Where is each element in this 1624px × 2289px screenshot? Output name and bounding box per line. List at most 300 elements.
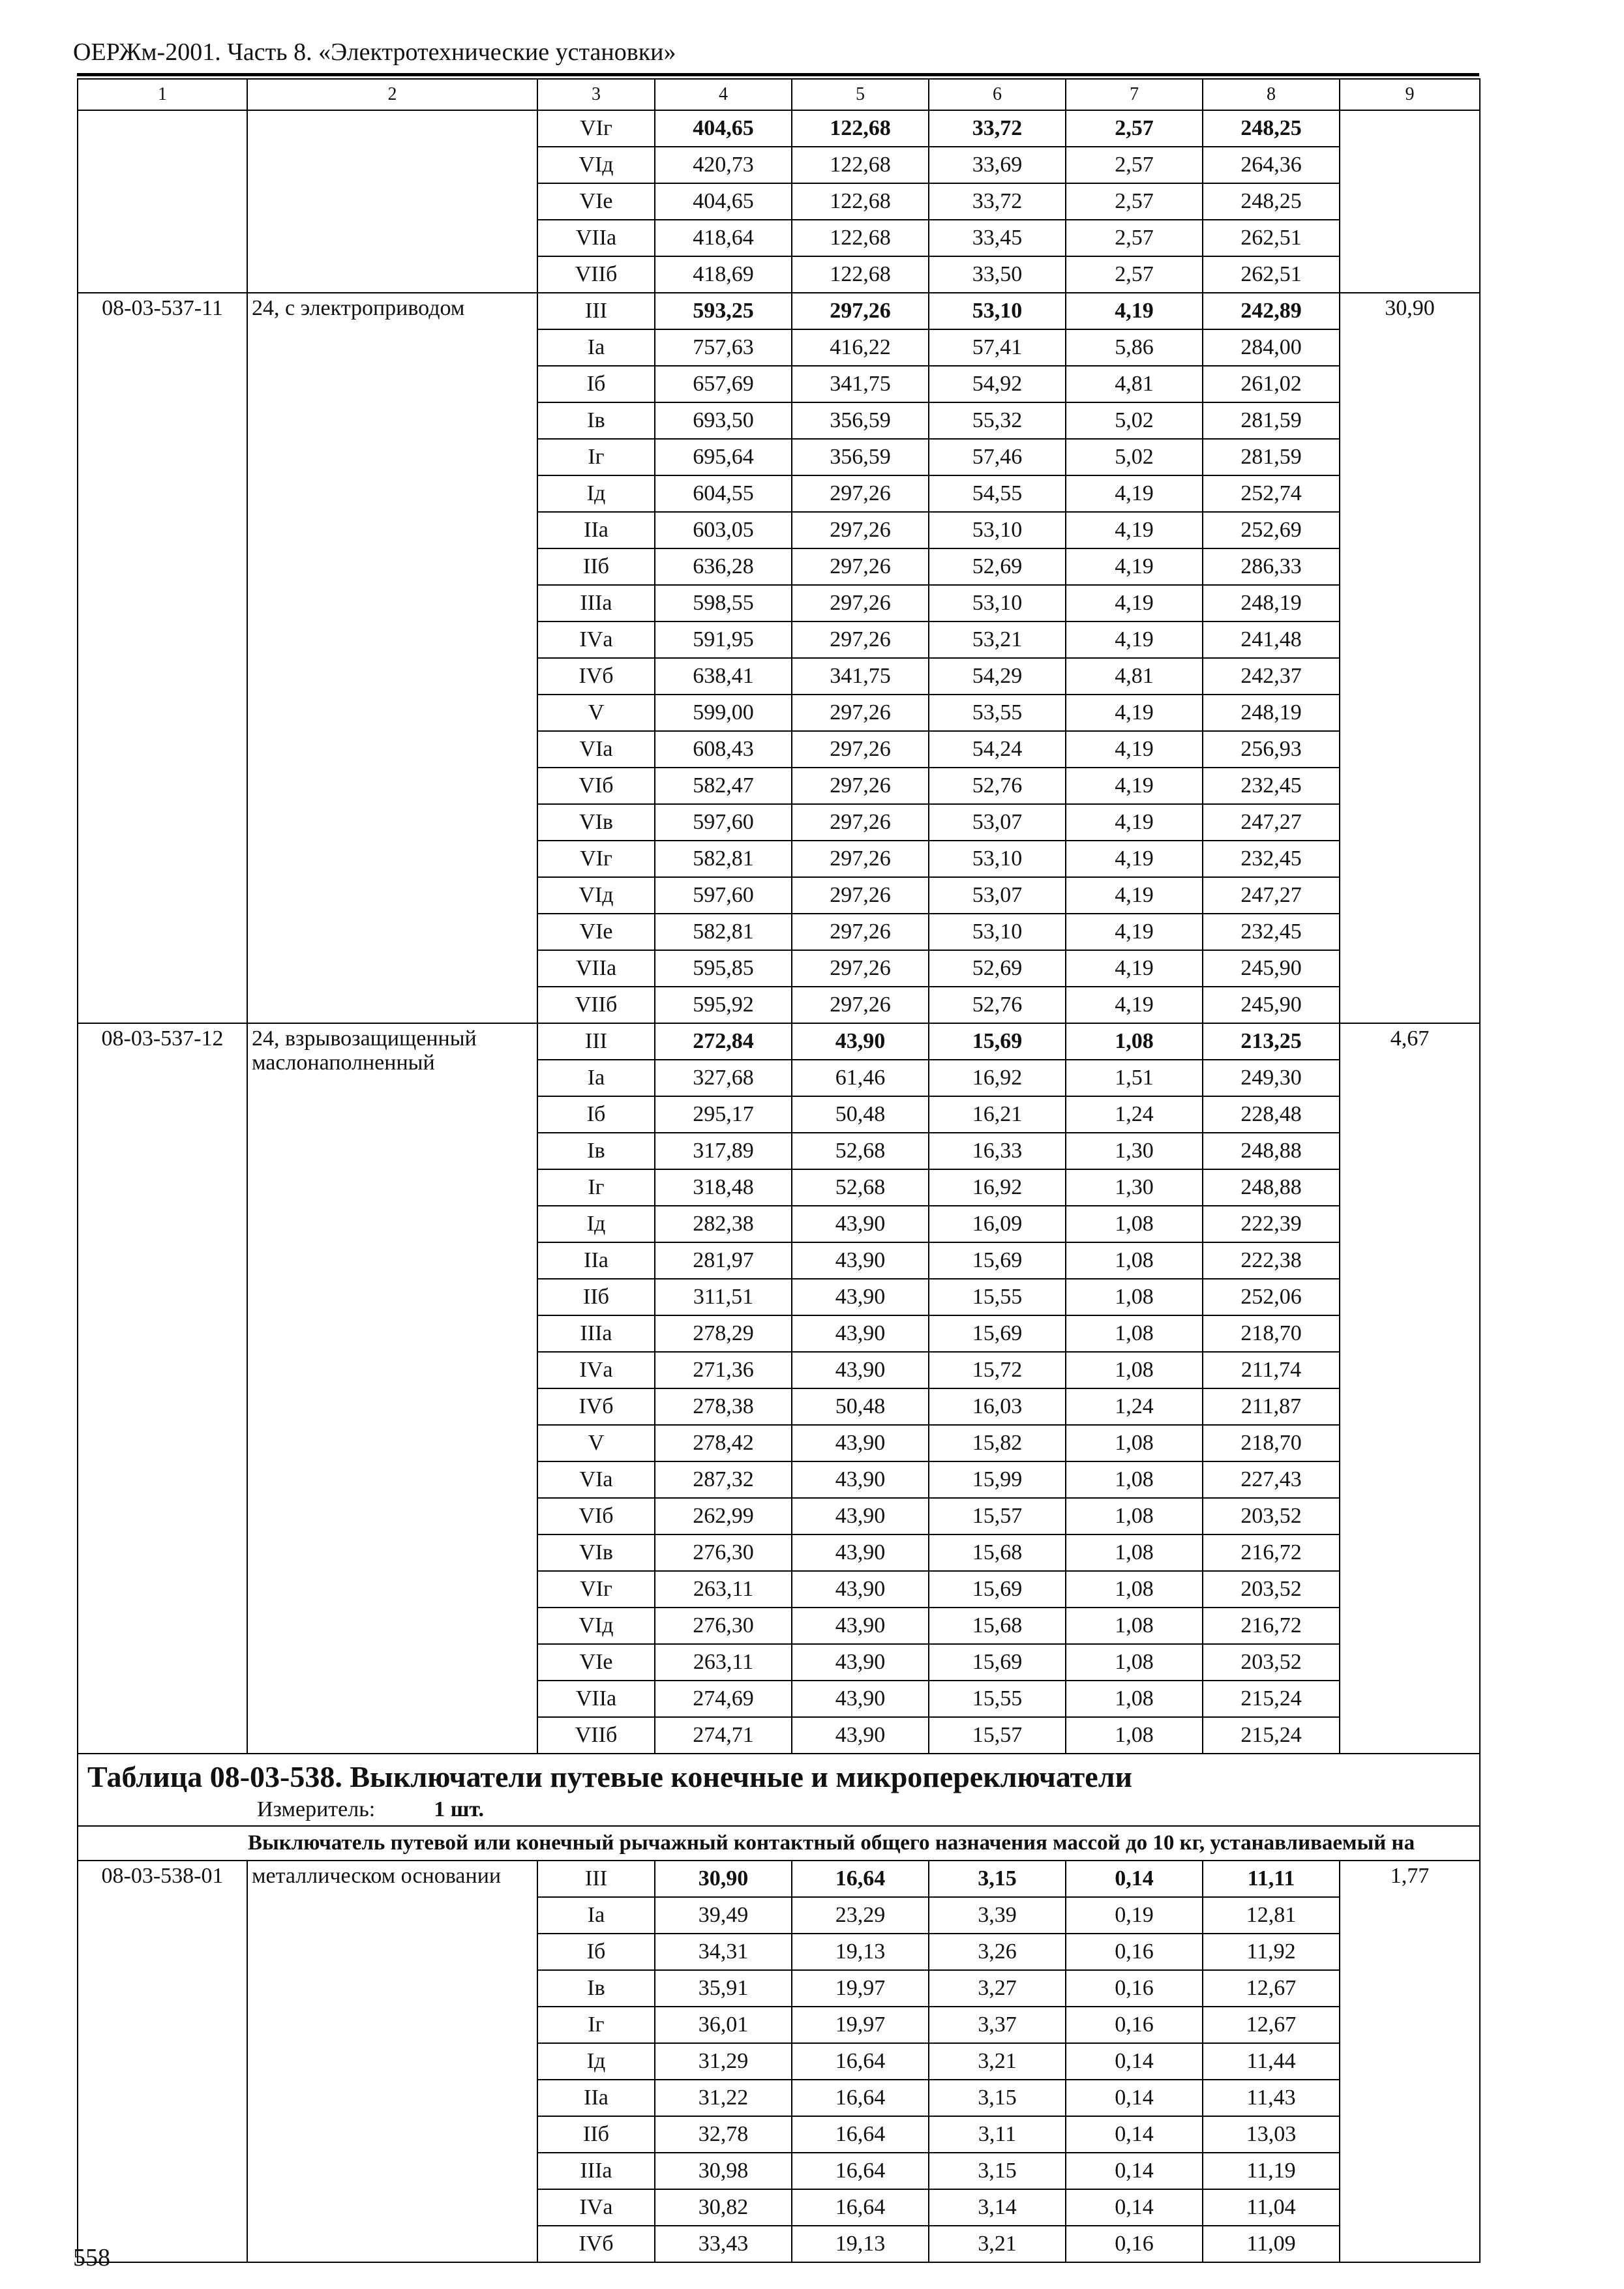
value-cell: 122,68 <box>792 220 929 256</box>
zone-cell: Iд <box>537 1206 655 1242</box>
meter-value: 1 шт. <box>434 1797 485 1821</box>
value-cell: 1,24 <box>1066 1388 1203 1425</box>
value-cell: 297,26 <box>792 585 929 621</box>
zone-cell: IIб <box>537 548 655 585</box>
value-cell: 53,07 <box>929 804 1066 841</box>
value-cell: 4,19 <box>1066 987 1203 1023</box>
table-row <box>78 293 1480 329</box>
value-cell: 16,03 <box>929 1388 1066 1425</box>
value-cell: 274,71 <box>655 1717 792 1754</box>
zone-cell: VIIа <box>537 1681 655 1717</box>
zone-cell: VIд <box>537 147 655 183</box>
value-cell: 43,90 <box>792 1425 929 1461</box>
zone-cell: V <box>537 1425 655 1461</box>
zone-cell: VIIа <box>537 220 655 256</box>
value-cell: 297,26 <box>792 731 929 768</box>
value-cell: 11,11 <box>1203 1861 1340 1897</box>
value-cell: 582,81 <box>655 841 792 877</box>
value-cell: 1,08 <box>1066 1681 1203 1717</box>
value-cell: 418,69 <box>655 256 792 293</box>
table-538-meter <box>87 1797 1470 1821</box>
value-cell: 232,45 <box>1203 768 1340 804</box>
value-cell: 297,26 <box>792 841 929 877</box>
value-cell: 242,37 <box>1203 658 1340 695</box>
value-cell: 1,08 <box>1066 1023 1203 1060</box>
value-cell: 0,16 <box>1066 1934 1203 1970</box>
value-cell: 43,90 <box>792 1461 929 1498</box>
value-cell: 1,30 <box>1066 1133 1203 1169</box>
value-cell: 598,55 <box>655 585 792 621</box>
zone-cell: Iа <box>537 1897 655 1934</box>
value-cell: 232,45 <box>1203 841 1340 877</box>
zone-cell: Iд <box>537 475 655 512</box>
value-cell: 281,97 <box>655 1242 792 1279</box>
value-cell: 43,90 <box>792 1681 929 1717</box>
zone-cell: IVа <box>537 621 655 658</box>
value-cell: 122,68 <box>792 183 929 220</box>
rate-description-cell <box>247 110 537 293</box>
value-cell: 215,24 <box>1203 1681 1340 1717</box>
value-cell: 32,78 <box>655 2116 792 2153</box>
value-cell: 53,10 <box>929 512 1066 548</box>
zone-cell: Iв <box>537 1133 655 1169</box>
column-number: 6 <box>929 79 1066 110</box>
value-cell: 33,69 <box>929 147 1066 183</box>
zone-cell: VIе <box>537 183 655 220</box>
value-cell: 281,59 <box>1203 402 1340 439</box>
value-cell: 297,26 <box>792 548 929 585</box>
value-cell: 597,60 <box>655 804 792 841</box>
meter-label: Измеритель: <box>257 1797 376 1821</box>
value-cell: 242,89 <box>1203 293 1340 329</box>
table-538-title: Таблица 08-03-538. Выключатели путевые конечные и микропереключатели <box>87 1760 1133 1793</box>
value-cell: 15,69 <box>929 1644 1066 1681</box>
value-cell: 15,68 <box>929 1608 1066 1644</box>
value-cell: 1,08 <box>1066 1717 1203 1754</box>
value-cell: 0,14 <box>1066 2043 1203 2080</box>
zone-cell: VIг <box>537 1571 655 1608</box>
zone-cell: III <box>537 1023 655 1060</box>
zone-cell: VIа <box>537 1461 655 1498</box>
value-cell: 43,90 <box>792 1608 929 1644</box>
value-cell: 52,76 <box>929 768 1066 804</box>
zone-cell: VIе <box>537 914 655 950</box>
value-cell: 4,19 <box>1066 695 1203 731</box>
value-cell: 297,26 <box>792 914 929 950</box>
coefficient-cell <box>1340 110 1480 293</box>
value-cell: 15,72 <box>929 1352 1066 1388</box>
value-cell: 19,97 <box>792 1970 929 2007</box>
coefficient-cell: 30,90 <box>1340 293 1480 1023</box>
value-cell: 341,75 <box>792 658 929 695</box>
value-cell: 2,57 <box>1066 147 1203 183</box>
value-cell: 3,21 <box>929 2043 1066 2080</box>
value-cell: 262,51 <box>1203 220 1340 256</box>
value-cell: 0,19 <box>1066 1897 1203 1934</box>
value-cell: 203,52 <box>1203 1571 1340 1608</box>
zone-cell: Iа <box>537 1060 655 1096</box>
column-number: 3 <box>537 79 655 110</box>
value-cell: 33,45 <box>929 220 1066 256</box>
value-cell: 53,10 <box>929 585 1066 621</box>
zone-cell: VIг <box>537 841 655 877</box>
value-cell: 4,19 <box>1066 621 1203 658</box>
value-cell: 222,39 <box>1203 1206 1340 1242</box>
value-cell: 19,97 <box>792 2007 929 2043</box>
value-cell: 53,55 <box>929 695 1066 731</box>
value-cell: 33,43 <box>655 2226 792 2262</box>
value-cell: 54,29 <box>929 658 1066 695</box>
zone-cell: Iг <box>537 1169 655 1206</box>
value-cell: 0,16 <box>1066 1970 1203 2007</box>
value-cell: 3,14 <box>929 2189 1066 2226</box>
value-cell: 11,09 <box>1203 2226 1340 2262</box>
value-cell: 608,43 <box>655 731 792 768</box>
value-cell: 54,92 <box>929 366 1066 402</box>
value-cell: 0,16 <box>1066 2226 1203 2262</box>
value-cell: 263,11 <box>655 1644 792 1681</box>
zone-cell: IIа <box>537 512 655 548</box>
value-cell: 693,50 <box>655 402 792 439</box>
value-cell: 43,90 <box>792 1023 929 1060</box>
value-cell: 55,32 <box>929 402 1066 439</box>
value-cell: 4,19 <box>1066 768 1203 804</box>
value-cell: 341,75 <box>792 366 929 402</box>
zone-cell: VIIб <box>537 1717 655 1754</box>
value-cell: 3,21 <box>929 2226 1066 2262</box>
value-cell: 286,33 <box>1203 548 1340 585</box>
value-cell: 15,69 <box>929 1315 1066 1352</box>
value-cell: 16,64 <box>792 2080 929 2116</box>
value-cell: 15,69 <box>929 1242 1066 1279</box>
value-cell: 227,43 <box>1203 1461 1340 1498</box>
zone-cell: IIб <box>537 2116 655 2153</box>
value-cell: 16,92 <box>929 1060 1066 1096</box>
value-cell: 4,19 <box>1066 475 1203 512</box>
value-cell: 122,68 <box>792 147 929 183</box>
value-cell: 16,21 <box>929 1096 1066 1133</box>
value-cell: 4,81 <box>1066 658 1203 695</box>
rate-description-cell: металлическом основании <box>247 1861 537 2262</box>
value-cell: 282,38 <box>655 1206 792 1242</box>
value-cell: 248,19 <box>1203 585 1340 621</box>
zone-cell: III <box>537 1861 655 1897</box>
value-cell: 16,09 <box>929 1206 1066 1242</box>
value-cell: 54,24 <box>929 731 1066 768</box>
value-cell: 284,00 <box>1203 329 1340 366</box>
zone-cell: VIг <box>537 110 655 147</box>
value-cell: 1,08 <box>1066 1242 1203 1279</box>
value-cell: 0,14 <box>1066 2116 1203 2153</box>
zone-cell: VIб <box>537 1498 655 1534</box>
value-cell: 36,01 <box>655 2007 792 2043</box>
value-cell: 297,26 <box>792 621 929 658</box>
value-cell: 297,26 <box>792 804 929 841</box>
zone-cell: VIа <box>537 731 655 768</box>
value-cell: 16,64 <box>792 2189 929 2226</box>
value-cell: 52,68 <box>792 1169 929 1206</box>
value-cell: 16,33 <box>929 1133 1066 1169</box>
zone-cell: IVа <box>537 1352 655 1388</box>
coefficient-cell: 1,77 <box>1340 1861 1480 2262</box>
zone-cell: Iб <box>537 366 655 402</box>
value-cell: 15,68 <box>929 1534 1066 1571</box>
value-cell: 248,25 <box>1203 183 1340 220</box>
value-cell: 33,50 <box>929 256 1066 293</box>
value-cell: 43,90 <box>792 1534 929 1571</box>
value-cell: 43,90 <box>792 1279 929 1315</box>
column-number: 2 <box>247 79 537 110</box>
column-number: 5 <box>792 79 929 110</box>
value-cell: 2,57 <box>1066 183 1203 220</box>
value-cell: 54,55 <box>929 475 1066 512</box>
value-cell: 317,89 <box>655 1133 792 1169</box>
table-body <box>78 79 1480 1754</box>
value-cell: 57,46 <box>929 439 1066 475</box>
zone-cell: VIIа <box>537 950 655 987</box>
rate-description-cell: 24, с электроприводом <box>247 293 537 1023</box>
value-cell: 19,13 <box>792 2226 929 2262</box>
value-cell: 15,57 <box>929 1717 1066 1754</box>
value-cell: 241,48 <box>1203 621 1340 658</box>
table-538-note: Выключатель путевой или конечный рычажный контактный общего назначения массой до 10 кг, устанавливаемый на <box>78 1826 1480 1861</box>
zone-cell: VIв <box>537 1534 655 1571</box>
value-cell: 5,02 <box>1066 402 1203 439</box>
value-cell: 3,15 <box>929 1861 1066 1897</box>
table-row <box>78 1023 1480 1060</box>
value-cell: 404,65 <box>655 110 792 147</box>
value-cell: 247,27 <box>1203 877 1340 914</box>
value-cell: 1,08 <box>1066 1534 1203 1571</box>
value-cell: 31,29 <box>655 2043 792 2080</box>
value-cell: 657,69 <box>655 366 792 402</box>
value-cell: 2,57 <box>1066 256 1203 293</box>
value-cell: 695,64 <box>655 439 792 475</box>
value-cell: 3,15 <box>929 2080 1066 2116</box>
value-cell: 50,48 <box>792 1096 929 1133</box>
value-cell: 53,10 <box>929 841 1066 877</box>
zone-cell: V <box>537 695 655 731</box>
value-cell: 1,08 <box>1066 1206 1203 1242</box>
value-cell: 218,70 <box>1203 1425 1340 1461</box>
value-cell: 52,69 <box>929 950 1066 987</box>
value-cell: 252,74 <box>1203 475 1340 512</box>
value-cell: 2,57 <box>1066 110 1203 147</box>
value-cell: 15,69 <box>929 1023 1066 1060</box>
value-cell: 16,64 <box>792 2153 929 2189</box>
value-cell: 591,95 <box>655 621 792 658</box>
zone-cell: Iа <box>537 329 655 366</box>
value-cell: 264,36 <box>1203 147 1340 183</box>
value-cell: 599,00 <box>655 695 792 731</box>
value-cell: 1,08 <box>1066 1461 1203 1498</box>
zone-cell: Iб <box>537 1934 655 1970</box>
value-cell: 222,38 <box>1203 1242 1340 1279</box>
value-cell: 262,99 <box>655 1498 792 1534</box>
zone-cell: IIIа <box>537 1315 655 1352</box>
price-table <box>77 78 1481 2263</box>
value-cell: 597,60 <box>655 877 792 914</box>
value-cell: 636,28 <box>655 548 792 585</box>
value-cell: 248,25 <box>1203 110 1340 147</box>
value-cell: 603,05 <box>655 512 792 548</box>
value-cell: 11,43 <box>1203 2080 1340 2116</box>
column-number-row <box>78 79 1480 110</box>
value-cell: 1,08 <box>1066 1315 1203 1352</box>
zone-cell: IVа <box>537 2189 655 2226</box>
value-cell: 0,14 <box>1066 1861 1203 1897</box>
value-cell: 274,69 <box>655 1681 792 1717</box>
value-cell: 4,19 <box>1066 804 1203 841</box>
value-cell: 593,25 <box>655 293 792 329</box>
value-cell: 15,55 <box>929 1681 1066 1717</box>
value-cell: 0,14 <box>1066 2189 1203 2226</box>
value-cell: 297,26 <box>792 512 929 548</box>
value-cell: 211,74 <box>1203 1352 1340 1388</box>
zone-cell: VIд <box>537 877 655 914</box>
value-cell: 311,51 <box>655 1279 792 1315</box>
value-cell: 13,03 <box>1203 2116 1340 2153</box>
zone-cell: IIа <box>537 2080 655 2116</box>
value-cell: 595,92 <box>655 987 792 1023</box>
value-cell: 11,92 <box>1203 1934 1340 1970</box>
value-cell: 604,55 <box>655 475 792 512</box>
value-cell: 228,48 <box>1203 1096 1340 1133</box>
value-cell: 33,72 <box>929 183 1066 220</box>
zone-cell: VIIб <box>537 987 655 1023</box>
value-cell: 278,38 <box>655 1388 792 1425</box>
value-cell: 595,85 <box>655 950 792 987</box>
rate-code-cell: 08-03-537-12 <box>78 1023 247 1754</box>
value-cell: 252,06 <box>1203 1279 1340 1315</box>
value-cell: 327,68 <box>655 1060 792 1096</box>
zone-cell: VIб <box>537 768 655 804</box>
value-cell: 271,36 <box>655 1352 792 1388</box>
value-cell: 256,93 <box>1203 731 1340 768</box>
value-cell: 247,27 <box>1203 804 1340 841</box>
value-cell: 582,47 <box>655 768 792 804</box>
value-cell: 245,90 <box>1203 950 1340 987</box>
value-cell: 4,19 <box>1066 877 1203 914</box>
zone-cell: VIIб <box>537 256 655 293</box>
zone-cell: Iг <box>537 2007 655 2043</box>
value-cell: 0,16 <box>1066 2007 1203 2043</box>
value-cell: 215,24 <box>1203 1717 1340 1754</box>
value-cell: 1,08 <box>1066 1352 1203 1388</box>
value-cell: 15,82 <box>929 1425 1066 1461</box>
value-cell: 276,30 <box>655 1534 792 1571</box>
table-538-body <box>78 1861 1480 2262</box>
value-cell: 4,19 <box>1066 731 1203 768</box>
zone-cell: Iб <box>537 1096 655 1133</box>
value-cell: 11,04 <box>1203 2189 1340 2226</box>
value-cell: 53,10 <box>929 293 1066 329</box>
value-cell: 356,59 <box>792 439 929 475</box>
value-cell: 4,81 <box>1066 366 1203 402</box>
value-cell: 0,14 <box>1066 2080 1203 2116</box>
table-caption-row <box>78 1754 1480 1826</box>
value-cell: 43,90 <box>792 1644 929 1681</box>
value-cell: 4,19 <box>1066 950 1203 987</box>
table-caption-cell <box>78 1754 1480 1826</box>
zone-cell: IIIа <box>537 585 655 621</box>
value-cell: 295,17 <box>655 1096 792 1133</box>
table-538-caption <box>78 1754 1480 1861</box>
value-cell: 15,55 <box>929 1279 1066 1315</box>
value-cell: 356,59 <box>792 402 929 439</box>
value-cell: 203,52 <box>1203 1644 1340 1681</box>
value-cell: 1,08 <box>1066 1571 1203 1608</box>
value-cell: 4,19 <box>1066 841 1203 877</box>
table-note-row <box>78 1826 1480 1861</box>
value-cell: 216,72 <box>1203 1608 1340 1644</box>
value-cell: 1,51 <box>1066 1060 1203 1096</box>
value-cell: 3,11 <box>929 2116 1066 2153</box>
value-cell: 43,90 <box>792 1717 929 1754</box>
value-cell: 3,27 <box>929 1970 1066 2007</box>
value-cell: 249,30 <box>1203 1060 1340 1096</box>
value-cell: 278,29 <box>655 1315 792 1352</box>
value-cell: 4,19 <box>1066 512 1203 548</box>
zone-cell: Iв <box>537 1970 655 2007</box>
column-number: 9 <box>1340 79 1480 110</box>
zone-cell: VIв <box>537 804 655 841</box>
value-cell: 248,88 <box>1203 1169 1340 1206</box>
value-cell: 5,86 <box>1066 329 1203 366</box>
value-cell: 3,37 <box>929 2007 1066 2043</box>
value-cell: 416,22 <box>792 329 929 366</box>
value-cell: 122,68 <box>792 110 929 147</box>
value-cell: 1,08 <box>1066 1279 1203 1315</box>
value-cell: 19,13 <box>792 1934 929 1970</box>
table-row <box>78 110 1480 147</box>
value-cell: 0,14 <box>1066 2153 1203 2189</box>
zone-cell: IVб <box>537 2226 655 2262</box>
zone-cell: VIд <box>537 1608 655 1644</box>
value-cell: 4,19 <box>1066 585 1203 621</box>
value-cell: 11,19 <box>1203 2153 1340 2189</box>
value-cell: 4,19 <box>1066 293 1203 329</box>
value-cell: 43,90 <box>792 1352 929 1388</box>
title-rule <box>77 73 1479 76</box>
value-cell: 297,26 <box>792 475 929 512</box>
value-cell: 50,48 <box>792 1388 929 1425</box>
value-cell: 297,26 <box>792 293 929 329</box>
page-title: ОЕРЖм-2001. Часть 8. «Электротехнические установки» <box>73 38 676 66</box>
value-cell: 39,49 <box>655 1897 792 1934</box>
rate-code-cell: 08-03-538-01 <box>78 1861 247 2262</box>
value-cell: 297,26 <box>792 768 929 804</box>
value-cell: 122,68 <box>792 256 929 293</box>
value-cell: 61,46 <box>792 1060 929 1096</box>
value-cell: 16,64 <box>792 1861 929 1897</box>
value-cell: 638,41 <box>655 658 792 695</box>
value-cell: 2,57 <box>1066 220 1203 256</box>
value-cell: 4,19 <box>1066 548 1203 585</box>
value-cell: 5,02 <box>1066 439 1203 475</box>
value-cell: 278,42 <box>655 1425 792 1461</box>
value-cell: 252,69 <box>1203 512 1340 548</box>
value-cell: 248,19 <box>1203 695 1340 731</box>
value-cell: 43,90 <box>792 1315 929 1352</box>
value-cell: 213,25 <box>1203 1023 1340 1060</box>
value-cell: 16,64 <box>792 2116 929 2153</box>
value-cell: 31,22 <box>655 2080 792 2116</box>
value-cell: 297,26 <box>792 987 929 1023</box>
value-cell: 262,51 <box>1203 256 1340 293</box>
value-cell: 15,99 <box>929 1461 1066 1498</box>
value-cell: 33,72 <box>929 110 1066 147</box>
